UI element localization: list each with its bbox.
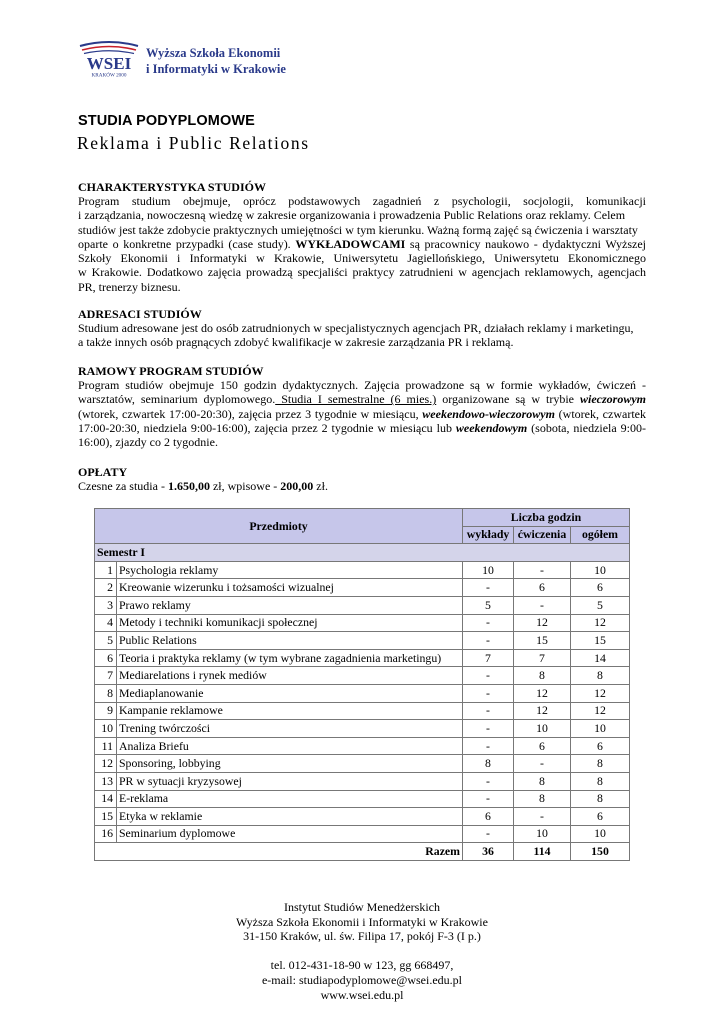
characteristics-line: Szkoły Ekonomii i Informatyki w Krakowie, Uniwersytetu Jagiellońskiego, Uniwersytetu Ekonomicznego [78, 251, 646, 266]
program-line: 17:00-20:30, niedziela 9:00-16:00), zajęcia przez 2 tygodnie w miesiącu lub weekendowym (sobota, niedziela 9:00- [78, 420, 646, 435]
lecture-hours: 7 [463, 649, 514, 667]
row-number: 10 [95, 720, 117, 738]
lecture-hours: 10 [463, 561, 514, 579]
exercise-hours: - [514, 596, 571, 614]
subject-name: Mediarelations i rynek mediów [117, 667, 463, 685]
characteristics-line: oparte o konkretne przypadki (case study). WYKŁADOWCAMI są pracownicy naukowo - dydaktyczni Wyższej [78, 236, 647, 251]
lecture-hours: 6 [463, 808, 514, 826]
table-row [95, 596, 630, 614]
row-number: 1 [95, 561, 117, 579]
characteristics-line: PR, trenerzy biznesu. [78, 279, 181, 294]
characteristics-line: Program studium obejmuje, oprócz podstawowych zagadnień z psychologii, socjologii, komunikacji [78, 194, 646, 208]
row-number: 5 [95, 632, 117, 650]
subject-name: Metody i techniki komunikacji społecznej [117, 614, 463, 632]
total-hours: 8 [571, 755, 630, 773]
exercise-hours: 12 [514, 684, 571, 702]
exercise-hours: - [514, 755, 571, 773]
table-row [95, 702, 630, 720]
row-number: 6 [95, 649, 117, 667]
subject-name: Seminarium dyplomowe [117, 825, 463, 843]
subject-name: Teoria i praktyka reklamy (w tym wybrane zagadnienia marketingu) [117, 649, 463, 667]
exercise-hours: 15 [514, 632, 571, 650]
lecture-hours: 8 [463, 755, 514, 773]
total-hours: 8 [571, 790, 630, 808]
table-row [95, 614, 630, 632]
program-heading: RAMOWY PROGRAM STUDIÓW [78, 364, 264, 378]
total-hours: 12 [571, 614, 630, 632]
row-number: 2 [95, 579, 117, 597]
total-hours: 10 [571, 825, 630, 843]
total-hours: 8 [571, 667, 630, 685]
exercise-hours: 12 [514, 614, 571, 632]
footer-school: Wyższa Szkoła Ekonomii i Informatyki w Krakowie [236, 914, 488, 929]
exercise-hours: 10 [514, 720, 571, 738]
subject-name: Kreowanie wizerunku i tożsamości wizualnej [117, 579, 463, 597]
table-row [95, 825, 630, 843]
total-hours: 12 [571, 684, 630, 702]
row-number: 15 [95, 808, 117, 826]
subject-name: Trening twórczości [117, 720, 463, 738]
exercise-hours: 6 [514, 579, 571, 597]
logo-arc-2 [82, 47, 136, 51]
exercise-hours: 6 [514, 737, 571, 755]
program-text [78, 378, 646, 449]
subject-name: E-reklama [117, 790, 463, 808]
hours-header: Liczba godzin [463, 509, 630, 527]
subject-name: Etyka w reklamie [117, 808, 463, 826]
characteristics-text [78, 194, 646, 294]
logo-text: WSEI [86, 54, 132, 73]
exercise-hours: 10 [514, 825, 571, 843]
total-header: ogółem [571, 526, 630, 544]
subject-name: Psychologia reklamy [117, 561, 463, 579]
lecture-hours: - [463, 790, 514, 808]
subject-name: Prawo reklamy [117, 596, 463, 614]
sum-label: Razem [95, 843, 463, 861]
school-name-line1: Wyższa Szkoła Ekonomii [146, 46, 281, 60]
sum-exercises: 114 [514, 843, 571, 861]
lecture-hours: 5 [463, 596, 514, 614]
subjects-header: Przedmioty [95, 509, 463, 544]
characteristics-heading: CHARAKTERYSTYKA STUDIÓW [78, 180, 266, 194]
lecture-hours: - [463, 667, 514, 685]
total-hours: 6 [571, 808, 630, 826]
exercise-hours: 7 [514, 649, 571, 667]
tuition-amount: 1.650,00 [167, 479, 210, 493]
footer-website[interactable]: www.wsei.edu.pl [320, 987, 404, 1002]
table-row [95, 632, 630, 650]
sum-lectures: 36 [463, 843, 514, 861]
program-line: 16:00), zjazdy co 2 tygodnie. [78, 435, 218, 450]
lecture-hours: - [463, 772, 514, 790]
table-row [95, 755, 630, 773]
total-hours: 15 [571, 632, 630, 650]
table-row [95, 649, 630, 667]
table-row [95, 808, 630, 826]
entry-fee-amount: 200,00 [280, 479, 314, 493]
subject-name: Analiza Briefu [117, 737, 463, 755]
row-number: 7 [95, 667, 117, 685]
total-hours: 12 [571, 702, 630, 720]
exercises-header: ćwiczenia [514, 526, 571, 544]
total-hours: 5 [571, 596, 630, 614]
total-hours: 8 [571, 772, 630, 790]
subject-name: PR w sytuacji kryzysowej [117, 772, 463, 790]
lecture-hours: - [463, 614, 514, 632]
exercise-hours: 12 [514, 702, 571, 720]
characteristics-line: w Krakowie. Dodatkowo zajęcia prowadzą specjaliści praktycy zatrudnieni w agencjach reklamowych, agencjach [78, 265, 646, 280]
exercise-hours: 8 [514, 667, 571, 685]
footer-email[interactable]: e-mail: studiapodyplomowe@wsei.edu.pl [261, 972, 462, 987]
total-hours: 10 [571, 561, 630, 579]
characteristics-line: i zarządzania, nowoczesną wiedzę w zakresie organizowania i prowadzenia Public Relations oraz reklamy. Celem [78, 208, 626, 223]
footer [0, 900, 724, 1002]
exercise-hours: - [514, 808, 571, 826]
lecture-hours: - [463, 632, 514, 650]
table-row [95, 772, 630, 790]
subject-name: Kampanie reklamowe [117, 702, 463, 720]
table-row [95, 790, 630, 808]
row-number: 14 [95, 790, 117, 808]
row-number: 11 [95, 737, 117, 755]
audience-line: a także innych osób pragnących zdobyć kwalifikacje w zakresie zarządzania PR i reklamą. [78, 335, 514, 350]
logo-subtext: KRAKÓW 2000 [91, 72, 127, 78]
row-number: 13 [95, 772, 117, 790]
audience-text [78, 321, 646, 350]
logo-arc-1 [80, 42, 138, 46]
document-subject: Reklama i Public Relations [77, 133, 310, 153]
row-number: 9 [95, 702, 117, 720]
lectures-header: wykłady [463, 526, 514, 544]
audience-line: Studium adresowane jest do osób zatrudnionych w specjalistycznych agencjach PR, działach reklamy i marketingu, [78, 321, 634, 335]
lecture-hours: - [463, 720, 514, 738]
program-line: (wtorek, czwartek 17:00-20:30), zajęcia przez 3 tygodnie w miesiącu, weekendowo-wieczorowym (wtorek, czwartek [78, 406, 646, 421]
subject-name: Mediaplanowanie [117, 684, 463, 702]
row-number: 12 [95, 755, 117, 773]
lecture-hours: - [463, 684, 514, 702]
total-hours: 6 [571, 737, 630, 755]
lecturers-label: WYKŁADOWCAMI [295, 236, 406, 251]
school-name-line2: i Informatyki w Krakowie [146, 62, 286, 76]
lecture-hours: - [463, 825, 514, 843]
row-number: 16 [95, 825, 117, 843]
row-number: 3 [95, 596, 117, 614]
row-number: 4 [95, 614, 117, 632]
row-number: 8 [95, 684, 117, 702]
exercise-hours: - [514, 561, 571, 579]
school-name [146, 45, 286, 77]
footer-institute: Instytut Studiów Menedżerskich [284, 900, 440, 914]
subject-name: Public Relations [117, 632, 463, 650]
semester-row: Semestr I [95, 544, 630, 562]
total-hours: 10 [571, 720, 630, 738]
sum-total: 150 [571, 843, 630, 861]
course-table [94, 508, 630, 861]
table-row [95, 561, 630, 579]
footer-phone: tel. 012-431-18-90 w 123, gg 668497, [270, 958, 454, 973]
characteristics-line: studiów jest także zdobycie praktycznych umiejętności w tym kierunku. Ważną formą zajęć są ćwiczenia i warsztaty [78, 222, 638, 237]
table-row [95, 579, 630, 597]
exercise-hours: 8 [514, 790, 571, 808]
table-row [95, 737, 630, 755]
table-row [95, 720, 630, 738]
document-kind: STUDIA PODYPLOMOWE [78, 113, 255, 129]
total-hours: 6 [571, 579, 630, 597]
subject-name: Sponsoring, lobbying [117, 755, 463, 773]
footer-address: 31-150 Kraków, ul. św. Filipa 17, pokój F-3 (I p.) [243, 929, 481, 944]
wsei-logo [78, 40, 140, 78]
table-row [95, 684, 630, 702]
lecture-hours: - [463, 702, 514, 720]
fees-heading: OPŁATY [78, 465, 128, 479]
program-line: Program studiów obejmuje 150 godzin dydaktycznych. Zajęcia prowadzone są w formie wykładów, ćwiczeń - [78, 378, 646, 392]
lecture-hours: - [463, 737, 514, 755]
fees-text: Czesne za studia - 1.650,00 zł, wpisowe - 200,00 zł. [78, 479, 328, 493]
program-line: warsztatów, seminarium dyplomowego. Studia I semestralne (6 mies.) organizowane są w trybie wieczorowym [78, 392, 646, 407]
audience-heading: ADRESACI STUDIÓW [78, 307, 202, 321]
total-hours: 14 [571, 649, 630, 667]
exercise-hours: 8 [514, 772, 571, 790]
table-row [95, 667, 630, 685]
lecture-hours: - [463, 579, 514, 597]
